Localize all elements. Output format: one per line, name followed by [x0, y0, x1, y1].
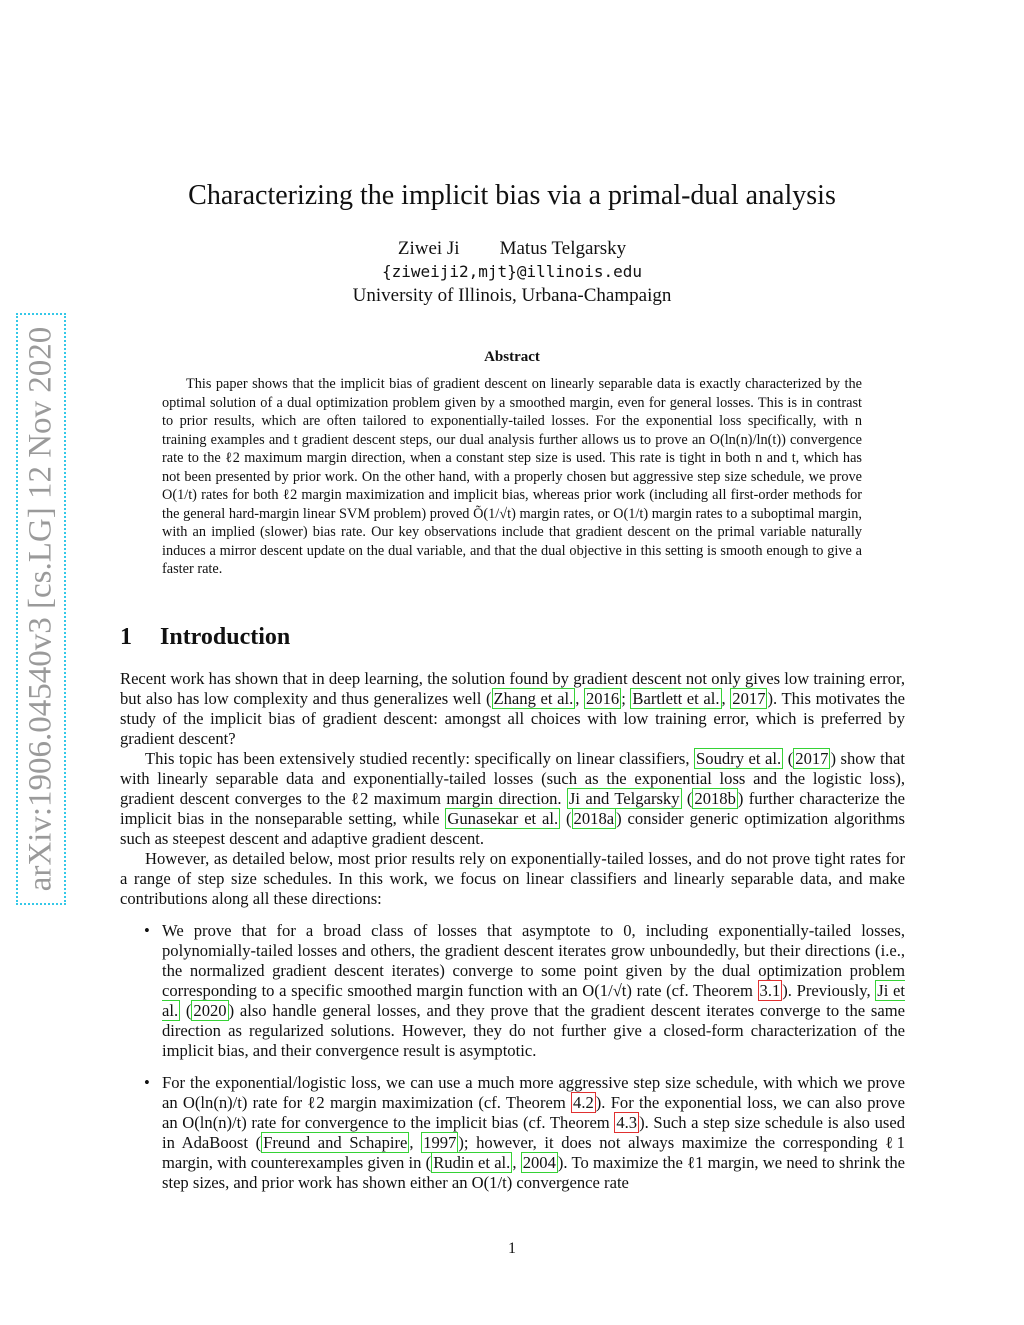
- text-run: For the exponential/logistic loss, we can use a much more aggressive step size schedule, with which we prove an O(ln(n)/t) rate for ℓ2 margin maximization (cf. Theorem: [162, 1073, 905, 1112]
- list-item: [120, 921, 905, 1061]
- intro-body: [120, 669, 905, 1205]
- section-title: Introduction: [160, 624, 291, 650]
- text-run: ). Such a step size schedule is also used in AdaBoost (: [162, 1113, 906, 1152]
- citation-link[interactable]: 2018b: [694, 789, 736, 808]
- author-name: Matus Telgarsky: [499, 238, 627, 259]
- text-run: ;: [621, 689, 631, 708]
- citation-link[interactable]: Rudin et al.: [433, 1153, 511, 1172]
- citation-link[interactable]: Freund and Schapire: [263, 1133, 408, 1152]
- citation-link[interactable]: Ji and Telgarsky: [568, 789, 680, 808]
- abstract-heading: Abstract: [484, 349, 540, 365]
- theorem-link[interactable]: 3.1: [759, 981, 781, 1000]
- abstract-text: This paper shows that the implicit bias of gradient descent on linearly separable data is exactly characterized by the optimal solution of a dual optimization problem given by a smoothed margin, even for general losses. This is in contrast to prior results, which are often tailored to exponentially-tailed losses. For the exponential loss specifically, with n training examples and t gradient descent steps, our dual analysis further allows us to prove an O(ln(n)/ln(t)) convergence rate to the ℓ2 maximum margin direction, when a constant step size is used. This rate is tight in both n and t, which has not been presented by prior work. On the other hand, with a properly chosen but aggressive step size schedule, we prove O(1/t) rates for both ℓ2 margin maximization and implicit bias, whereas prior work (including all first-order methods for the general hard-margin linear SVM problem) proved Õ(1/√t) margin rates, or O(1/t) margin rates to a suboptimal margin, with an implied (slower) bias rate. Our key observations include that gradient descent on the primal variable naturally induces a mirror descent update on the dual variable, and that the dual objective in this setting is smooth enough to give a faster rate.: [162, 376, 862, 577]
- author-list: [0, 238, 1024, 260]
- citation-link[interactable]: Gunasekar et al.: [447, 809, 559, 828]
- theorem-link[interactable]: 4.3: [616, 1113, 638, 1132]
- paragraph: However, as detailed below, most prior results rely on exponentially-tailed losses, and do not prove tight rates for a range of step size schedules. In this work, we focus on linear classifiers and linearly separable data, and make contributions along all these directions:: [120, 849, 905, 908]
- text-run: ); however, it does not always maximize the corresponding ℓ1 margin, with counterexamples given in (: [162, 1133, 905, 1172]
- author-name: Ziwei Ji: [397, 238, 460, 259]
- theorem-link[interactable]: 4.2: [573, 1093, 594, 1112]
- text-run: Recent work has shown that in deep learning, the solution found by gradient descent not only gives low training error, but also has low complexity and thus generalizes well (: [120, 669, 905, 708]
- text-run: ,: [409, 1133, 422, 1152]
- arxiv-identifier[interactable]: arXiv:1906.04540v3 [cs.LG] 12 Nov 2020: [22, 326, 59, 892]
- text-run: We prove that for a broad class of losses that asymptote to 0, including exponentially-tailed losses, polynomially-tailed losses and others, the gradient descent iterates grow unboundedly, but their directions (i.e., the normalized gradient descent iterates) converge to some point given by the dual optimization problem corresponding to a specific smoothed margin function with an O(1/√t) rate (cf. Theorem: [162, 921, 905, 1000]
- text-run: ) show that with linearly separable data and exponentially-tailed losses (such as the exponential loss and the logistic loss), gradient descent converges to the ℓ2 maximum margin direction.: [120, 749, 905, 808]
- affiliation: University of Illinois, Urbana-Champaign: [352, 285, 672, 306]
- citation-link[interactable]: 2004: [522, 1153, 556, 1172]
- paper-title: Characterizing the implicit bias via a primal-dual analysis: [188, 180, 836, 211]
- text-run: (: [681, 789, 693, 808]
- citation-link[interactable]: Bartlett et al.: [632, 689, 720, 708]
- arxiv-identifier-box[interactable]: [16, 313, 66, 905]
- text-run: ). This motivates the study of the implicit bias of gradient descent: amongst all choices with low training error, which is preferred by gradient descent?: [120, 689, 906, 748]
- page-number: 1: [508, 1240, 516, 1257]
- citation-link[interactable]: 2018a: [573, 809, 615, 828]
- citation-link[interactable]: Soudry et al.: [696, 749, 782, 768]
- text-run: ,: [575, 689, 584, 708]
- citation-link[interactable]: 2017: [732, 689, 766, 708]
- text-run: ,: [721, 689, 731, 708]
- text-run: ) further characterize the implicit bias in the nonseparable setting, while: [120, 789, 905, 828]
- text-run: ,: [512, 1153, 521, 1172]
- citation-link[interactable]: 2017: [795, 749, 829, 768]
- text-run: ). Previously,: [782, 981, 876, 1000]
- text-run: This topic has been extensively studied recently: specifically on linear classifiers,: [145, 749, 695, 768]
- text-run: ) consider generic optimization algorithms such as steepest descent and adaptive gradient descent.: [120, 809, 905, 848]
- paragraph: [120, 669, 905, 749]
- list-item: [120, 1073, 905, 1193]
- text-run: ). For the exponential loss, we can also prove an O(ln(n)/t) rate for convergence to the implicit bias (cf. Theorem: [162, 1093, 905, 1132]
- section-number: 1: [120, 624, 132, 650]
- citation-link[interactable]: 2016: [586, 689, 620, 708]
- contribution-list: [120, 921, 905, 1193]
- citation-link[interactable]: 2020: [193, 1001, 227, 1020]
- paragraph: [120, 749, 905, 849]
- section-heading: [120, 624, 290, 651]
- citation-link[interactable]: Ji et al.: [162, 981, 905, 1020]
- text-run: (: [560, 809, 572, 828]
- citation-link[interactable]: 1997: [423, 1133, 457, 1152]
- citation-link[interactable]: Zhang et al.: [493, 689, 574, 708]
- text-run: ). To maximize the ℓ1 margin, we need to shrink the step sizes, and prior work has shown either an O(1/t) convergence rate: [162, 1153, 905, 1192]
- text-run: (: [783, 749, 794, 768]
- author-email[interactable]: {ziweiji2,mjt}@illinois.edu: [381, 262, 643, 281]
- text-run: (: [180, 1001, 192, 1020]
- text-run: ) also handle general losses, and they prove that the gradient descent iterates converge to the same direction as regularized solutions. However, they do not further give a closed-form characterization of the implicit bias, and their convergence result is asymptotic.: [162, 1001, 905, 1060]
